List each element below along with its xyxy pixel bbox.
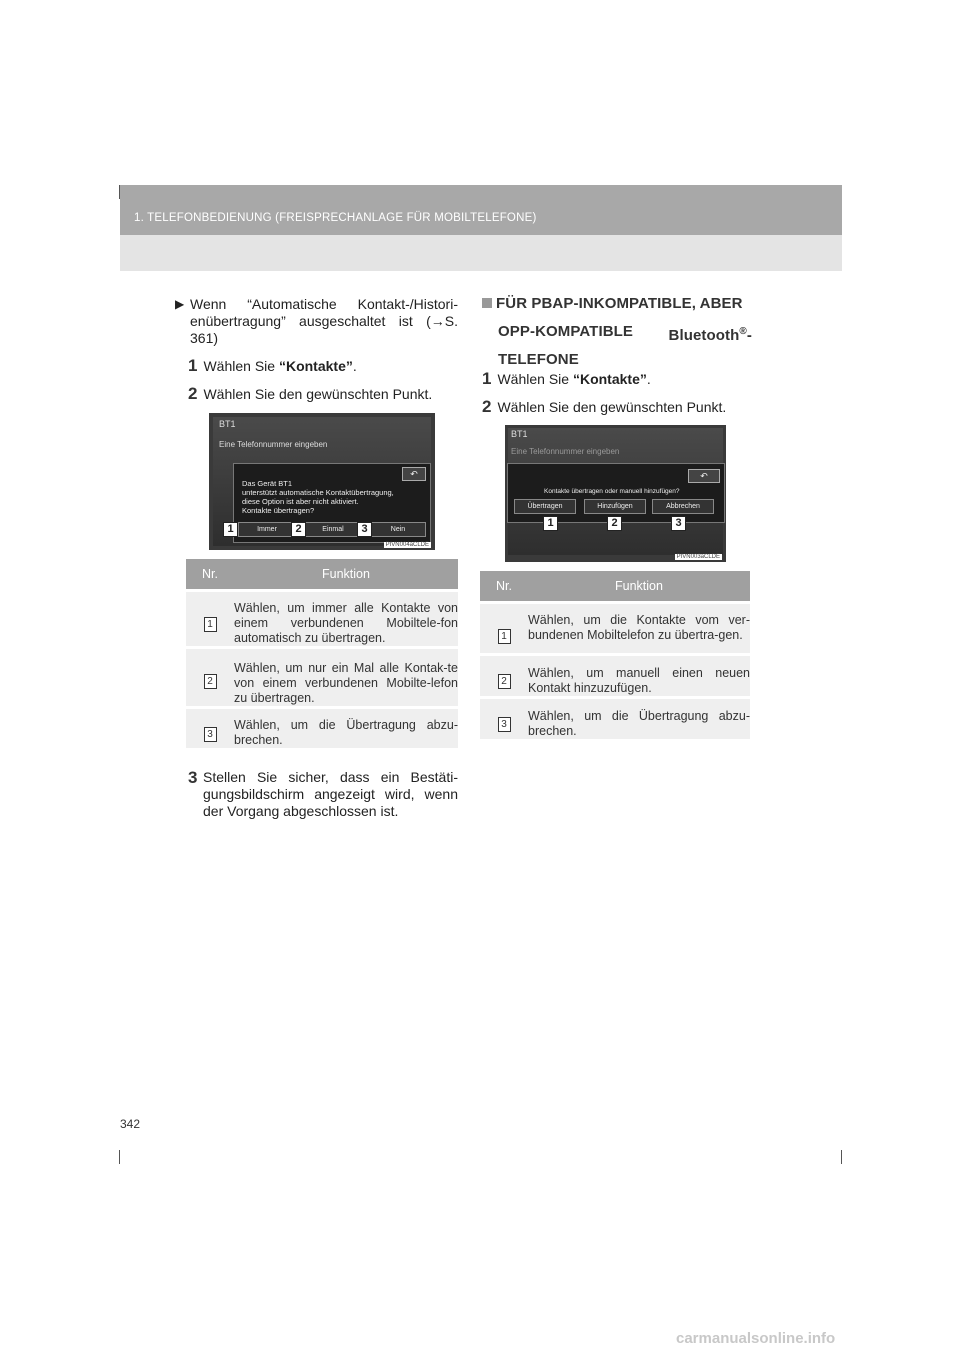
screenshot-transfer-dialog [505,425,726,562]
crop-mark [119,1150,120,1164]
row-text: Wählen, um nur ein Mal alle Kontak-te von einem verbundenen Mobilte-lefon zu übertragen. [234,648,458,708]
function-table-left [186,559,458,748]
back-button[interactable]: ↶ [688,469,720,483]
column-header: Funktion [528,571,750,603]
watermark: carmanualsonline.info [676,1330,836,1347]
back-button[interactable]: ↶ [402,467,426,481]
column-header: Nr. [480,571,528,603]
cancel-button[interactable]: Abbrechen [652,499,714,514]
table-row [480,603,750,655]
callout-marker: 3 [357,522,372,537]
screen-field: Eine Telefonnummer eingeben [219,440,328,449]
header-band [120,185,842,235]
callout-marker: 1 [223,522,238,537]
row-number: 1 [498,629,511,644]
screen-field: Eine Telefonnummer eingeben [511,447,620,456]
dialog-line: diese Option ist aber nicht aktiviert. [242,497,359,506]
figure-code: PIVN003aCLDE [676,554,720,560]
chapter-title: 1. TELEFONBEDIENUNG (FREISPRECHANLAGE FÜR MOBILTELEFONE) [134,212,537,224]
dialog-line: unterstützt automatische Kontaktübertragung, [242,488,394,497]
section-heading: FÜR PBAP-INKOMPATIBLE, ABER OPP-KOMPATIBLE Bluetooth®- TELEFONE [482,292,752,372]
step-3: 3 Stellen Sie sicher, dass ein Bestäti-gungsbildschirm angezeigt wird, wenn der Vorgang abgeschlossen ist. [188,768,458,819]
crop-mark [841,1150,842,1164]
row-number: 3 [204,727,217,742]
row-number: 3 [498,717,511,732]
row-text: Wählen, um immer alle Kontakte von einem verbundenen Mobiltele-fon automatisch zu übertragen. [234,591,458,648]
always-button[interactable]: Immer [238,522,296,537]
column-header: Funktion [234,559,458,591]
dialog-line: Kontakte übertragen oder manuell hinzufügen? [544,488,680,495]
step-1: 1 Wählen Sie “Kontakte”. [188,356,357,375]
screenshot-contacts-dialog [209,413,435,550]
row-number: 1 [204,617,217,632]
row-text: Wählen, um die Kontakte vom ver-bundenen Mobiltelefon zu übertra-gen. [528,603,750,655]
condition-note: ▶ Wenn “Automatische Kontakt-/Histori-enübertragung” ausgeschaltet ist (→S. 361) [175,296,458,346]
column-header: Nr. [186,559,234,591]
transfer-button[interactable]: Übertragen [514,499,576,514]
dialog-box [233,463,431,543]
table-row [186,708,458,749]
page-number: 342 [120,1117,141,1131]
callout-marker: 2 [291,522,306,537]
row-text: Wählen, um die Übertragung abzu-brechen. [528,698,750,740]
no-button[interactable]: Nein [370,522,426,537]
step-1-right: 1 Wählen Sie “Kontakte”. [482,369,651,388]
table-row [186,648,458,708]
dialog-box [507,463,725,523]
dialog-line: Kontakte übertragen? [242,506,315,515]
step-2-right: 2 Wählen Sie den gewünschten Punkt. [482,397,727,416]
add-button[interactable]: Hinzufügen [584,499,646,514]
page-header [120,185,842,271]
callout-marker: 2 [607,516,622,531]
row-number: 2 [204,674,217,689]
row-text: Wählen, um die Übertragung abzu-brechen. [234,708,458,749]
screen-title: BT1 [511,429,528,439]
step-2: 2 Wählen Sie den gewünschten Punkt. [188,384,433,403]
once-button[interactable]: Einmal [304,522,362,537]
table-row [480,698,750,740]
screen-title: BT1 [219,419,236,429]
row-number: 2 [498,674,511,689]
triangle-bullet-icon: ▶ [175,297,185,311]
square-bullet-icon [482,298,492,308]
figure-code: PIVN004aCLDE [385,542,429,548]
callout-marker: 3 [671,516,686,531]
row-text: Wählen, um manuell einen neuen Kontakt hinzuzufügen. [528,655,750,698]
callout-marker: 1 [543,516,558,531]
table-row [480,655,750,698]
table-row [186,591,458,648]
dialog-line: Das Gerät BT1 [242,479,293,488]
function-table-right [480,571,750,739]
